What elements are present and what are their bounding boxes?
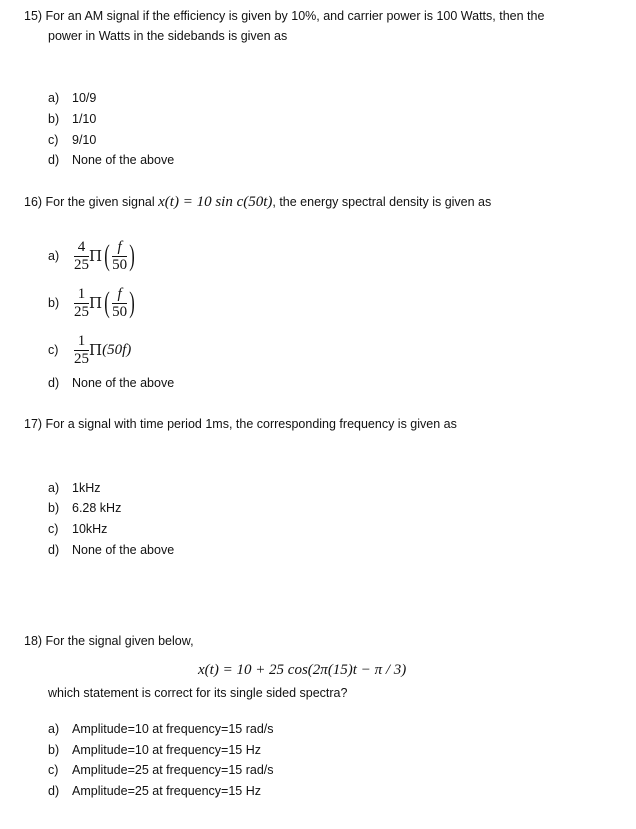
q16-suffix: , the energy spectral density is given as bbox=[272, 195, 492, 209]
q16-stem bbox=[24, 192, 491, 212]
option-text: 10/9 bbox=[72, 91, 97, 105]
option-text: 1kHz bbox=[72, 481, 101, 495]
q16-prefix: 16) For the given signal bbox=[24, 195, 155, 209]
fraction: $\frac{1}{25}$ bbox=[74, 285, 89, 320]
option-text: 1/10 bbox=[72, 112, 97, 126]
option-label: b) bbox=[48, 296, 60, 310]
option-text: Amplitude=25 at frequency=15 rad/s bbox=[72, 763, 274, 777]
left-paren: ( bbox=[104, 286, 110, 319]
option-label: c) bbox=[48, 343, 59, 357]
option-text: 10kHz bbox=[72, 522, 108, 536]
q15-stem-line2: power in Watts in the sidebands is given as bbox=[48, 29, 288, 43]
option-label: b) bbox=[48, 112, 60, 126]
q17-option-d[interactable] bbox=[48, 540, 174, 560]
left-paren: ( bbox=[104, 239, 110, 272]
q18-question: which statement is correct for its single sided spectra? bbox=[48, 686, 348, 700]
option-text: None of the above bbox=[72, 543, 175, 557]
option-label: a) bbox=[48, 91, 60, 105]
pi-symbol: Π bbox=[89, 341, 103, 359]
q18-stem: 18) For the signal given below, bbox=[24, 634, 194, 648]
option-text: Amplitude=10 at frequency=15 rad/s bbox=[72, 722, 274, 736]
right-paren: ) bbox=[129, 239, 135, 272]
q15-option-b[interactable] bbox=[48, 109, 96, 129]
pi-argument: (50f) bbox=[102, 341, 132, 358]
q16-option-a[interactable] bbox=[48, 236, 137, 276]
option-text: 6.28 kHz bbox=[72, 501, 122, 515]
fraction: $\frac{f}{50}$ bbox=[112, 238, 128, 273]
q17-stem: 17) For a signal with time period 1ms, the corresponding frequency is given as bbox=[24, 417, 457, 431]
formula bbox=[74, 334, 131, 367]
q16-option-b[interactable] bbox=[48, 283, 137, 323]
option-label: c) bbox=[48, 763, 59, 777]
q18-option-c[interactable] bbox=[48, 760, 274, 780]
q15-stem-line1: 15) For an AM signal if the efficiency is given by 10%, and carrier power is 100 Watts, then the bbox=[24, 9, 545, 23]
fraction: $\frac{1}{25}$ bbox=[74, 332, 89, 367]
option-label: a) bbox=[48, 722, 60, 736]
option-label: d) bbox=[48, 543, 60, 557]
option-label: d) bbox=[48, 784, 60, 798]
option-text: Amplitude=25 at frequency=15 Hz bbox=[72, 784, 262, 798]
pi-symbol: Π bbox=[89, 247, 103, 265]
q16-option-d[interactable] bbox=[48, 373, 174, 393]
q17-option-b[interactable] bbox=[48, 498, 121, 518]
fraction: $\frac{f}{50}$ bbox=[112, 285, 128, 320]
q17-option-c[interactable] bbox=[48, 519, 107, 539]
q18-equation: x(t) = 10 + 25 cos(2π(15)t − π / 3) bbox=[198, 662, 407, 678]
option-text: None of the above bbox=[72, 153, 175, 167]
fraction: $\frac{4}{25}$ bbox=[74, 238, 89, 273]
option-label: d) bbox=[48, 153, 60, 167]
option-text: 9/10 bbox=[72, 133, 97, 147]
option-text: None of the above bbox=[72, 376, 175, 390]
option-label: b) bbox=[48, 743, 60, 757]
option-label: a) bbox=[48, 481, 60, 495]
option-label: d) bbox=[48, 376, 60, 390]
option-label: c) bbox=[48, 133, 59, 147]
q16-equation: x(t) = 10 sin c(50t) bbox=[158, 194, 273, 210]
q15-option-d[interactable] bbox=[48, 150, 174, 170]
option-label: a) bbox=[48, 249, 60, 263]
q15-option-a[interactable] bbox=[48, 88, 96, 108]
formula bbox=[74, 240, 137, 273]
right-paren: ) bbox=[129, 286, 135, 319]
option-label: b) bbox=[48, 501, 60, 515]
formula bbox=[74, 287, 137, 320]
q18-option-d[interactable] bbox=[48, 781, 261, 801]
option-text: Amplitude=10 at frequency=15 Hz bbox=[72, 743, 262, 757]
pi-symbol: Π bbox=[89, 294, 103, 312]
q18-option-b[interactable] bbox=[48, 740, 261, 760]
q15-option-c[interactable] bbox=[48, 130, 96, 150]
option-label: c) bbox=[48, 522, 59, 536]
q18-option-a[interactable] bbox=[48, 719, 274, 739]
q17-option-a[interactable] bbox=[48, 478, 100, 498]
q16-option-c[interactable] bbox=[48, 331, 131, 369]
